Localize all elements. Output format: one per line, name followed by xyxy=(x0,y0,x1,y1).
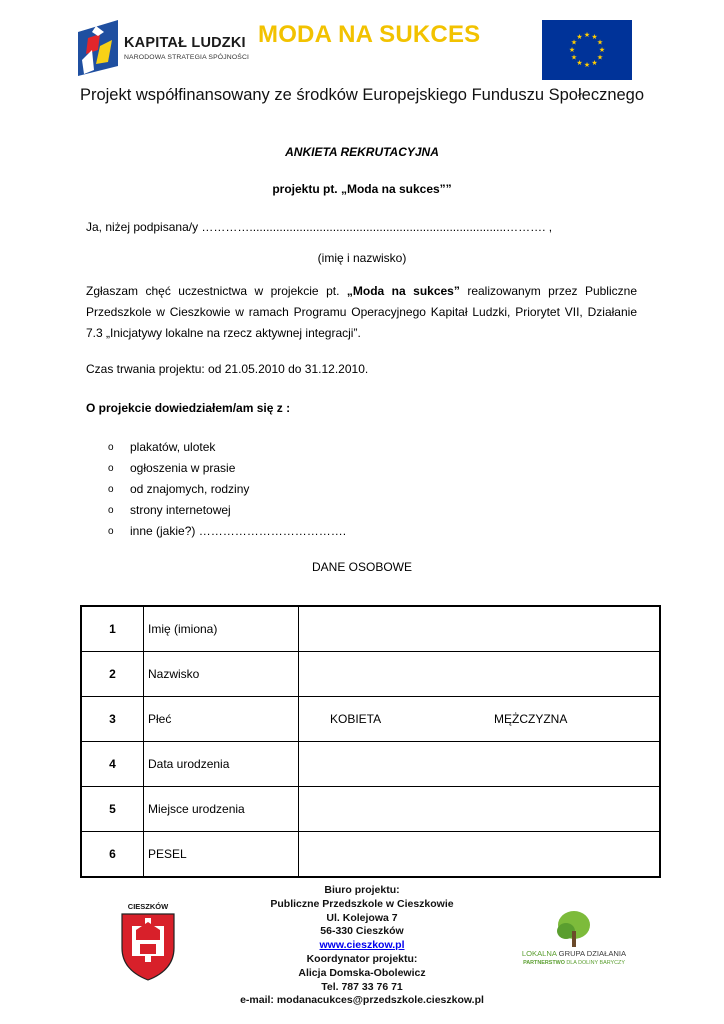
source-options-list xyxy=(108,437,346,542)
svg-text:★: ★ xyxy=(570,38,578,47)
svg-text:★: ★ xyxy=(583,61,591,69)
name-hint: (imię i nazwisko) xyxy=(317,251,407,265)
eu-flag-logo xyxy=(542,20,632,80)
svg-text:★: ★ xyxy=(596,38,604,47)
svg-text:★: ★ xyxy=(598,46,606,54)
paragraph-text-end: realizowanym przez Publiczne Przedszkole w Cieszkowie w ramach Programu Operacyjnego Kapitał Ludzki, Priorytet VII, Działanie 7.3 „Inicjatywy lokalne na rzecz aktywnej integracji”. xyxy=(86,284,637,340)
row-number: 4 xyxy=(81,742,144,787)
table-row xyxy=(81,697,660,742)
table-row xyxy=(81,787,660,832)
personal-data-table xyxy=(80,605,661,878)
participation-paragraph xyxy=(86,281,637,344)
gender-option-male[interactable]: MĘŻCZYZNA xyxy=(494,712,568,726)
program-logo-subtitle: NARODOWA STRATEGIA SPÓJNOŚCI xyxy=(124,54,250,61)
personal-data-heading: DANE OSOBOWE xyxy=(311,560,412,574)
circle-bullet-icon: o xyxy=(108,526,114,537)
row-number: 5 xyxy=(81,787,144,832)
form-subtitle: projektu pt. „Moda na sukces”” xyxy=(272,182,452,196)
circle-bullet-icon: o xyxy=(108,484,114,495)
office-street: Ul. Kolejowa 7 xyxy=(326,911,398,924)
svg-text:★: ★ xyxy=(596,53,604,62)
row-number: 3 xyxy=(81,697,144,742)
cofunding-statement: Projekt współfinansowany ze środków Europejskiego Funduszu Społecznego xyxy=(79,86,645,104)
row-label: Miejsce urodzenia xyxy=(144,787,299,832)
first-name-field[interactable] xyxy=(299,606,661,652)
svg-text:★: ★ xyxy=(570,53,578,62)
source-option-label: strony internetowej xyxy=(130,503,231,517)
svg-text:★: ★ xyxy=(591,59,598,67)
source-option-label: plakatów, ulotek xyxy=(130,440,216,454)
source-option[interactable] xyxy=(108,437,346,458)
birth-place-field[interactable] xyxy=(299,787,661,832)
coordinator-phone: Tel. 787 33 76 71 xyxy=(321,980,403,993)
source-option-label: od znajomych, rodziny xyxy=(130,482,250,496)
crest-label: CIESZKÓW xyxy=(127,902,169,911)
circle-bullet-icon: o xyxy=(108,442,114,453)
circle-bullet-icon: o xyxy=(108,463,114,474)
office-institution: Publiczne Przedszkole w Cieszkowie xyxy=(270,897,454,910)
lgd-word-valley: DLA DOLINY BARYCZY xyxy=(566,960,625,965)
lgd-word-local: LOKALNA xyxy=(521,949,557,958)
gender-option-female[interactable]: KOBIETA xyxy=(330,712,382,726)
project-name-heading: MODA NA SUKCES xyxy=(258,21,481,48)
project-duration: Czas trwania projektu: od 21.05.2010 do 31.12.2010. xyxy=(86,362,369,376)
row-label: Płeć xyxy=(144,697,299,742)
row-label: Nazwisko xyxy=(144,652,299,697)
form-title: ANKIETA REKRUTACYJNA xyxy=(285,145,439,159)
lgd-word-group: GRUPA DZIAŁANIA xyxy=(558,949,627,958)
declaration-line[interactable]: Ja, niżej podpisana/y ………….............................................................................………. , xyxy=(86,220,553,234)
source-option[interactable] xyxy=(108,479,346,500)
table-row xyxy=(81,742,660,787)
source-option[interactable] xyxy=(108,521,346,542)
coordinator-email[interactable]: e-mail: modanacukces@przedszkole.cieszkow.pl xyxy=(240,994,484,1007)
svg-text:★: ★ xyxy=(576,33,583,41)
row-label: Imię (imiona) xyxy=(144,606,299,652)
gender-field xyxy=(299,697,661,742)
lgd-word-partnership: PARTNERSTWO xyxy=(523,960,565,965)
last-name-field[interactable] xyxy=(299,652,661,697)
svg-text:★: ★ xyxy=(583,31,591,39)
row-label: PESEL xyxy=(144,832,299,878)
source-option-label: ogłoszenia w prasie xyxy=(130,461,236,475)
circle-bullet-icon: o xyxy=(108,505,114,516)
office-postcode: 56-330 Cieszków xyxy=(320,925,404,938)
source-question: O projekcie dowiedziałem/am się z : xyxy=(86,401,291,415)
paragraph-project-name: „Moda na sukces” xyxy=(346,284,460,298)
birth-date-field[interactable] xyxy=(299,742,661,787)
website-link[interactable]: www.cieszkow.pl xyxy=(319,939,405,952)
table-row xyxy=(81,652,660,697)
source-option-label: inne (jakie?) ………………………………. xyxy=(130,524,347,538)
row-number: 2 xyxy=(81,652,144,697)
paragraph-text-start: Zgłaszam chęć uczestnictwa w projekcie pt. xyxy=(86,284,347,298)
program-logo-title: KAPITAŁ LUDZKI xyxy=(124,35,246,51)
pesel-field[interactable] xyxy=(299,832,661,878)
coordinator-name: Alicja Domska-Obolewicz xyxy=(298,966,426,979)
row-label: Data urodzenia xyxy=(144,742,299,787)
source-option[interactable] xyxy=(108,458,346,479)
project-office-info xyxy=(0,884,724,1008)
table-row xyxy=(81,832,660,878)
source-option[interactable] xyxy=(108,500,346,521)
svg-text:★: ★ xyxy=(591,33,598,41)
coordinator-heading: Koordynator projektu: xyxy=(306,952,418,965)
svg-text:★: ★ xyxy=(576,59,583,67)
table-row xyxy=(81,606,660,652)
office-heading: Biuro projektu: xyxy=(324,884,400,896)
row-number: 6 xyxy=(81,832,144,878)
svg-text:★: ★ xyxy=(568,46,576,54)
row-number: 1 xyxy=(81,606,144,652)
